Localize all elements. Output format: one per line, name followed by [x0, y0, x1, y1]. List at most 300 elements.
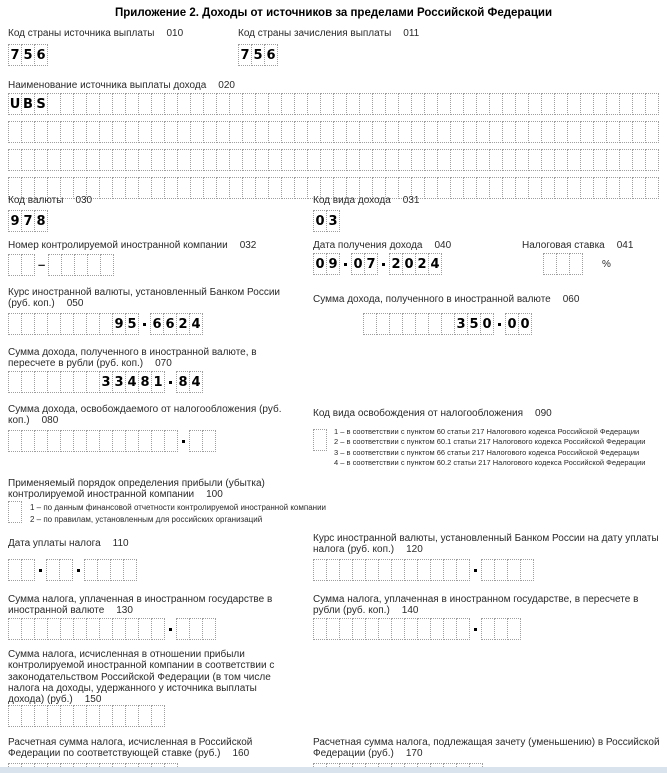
- digit-cell[interactable]: 2: [176, 313, 190, 335]
- digit-cell[interactable]: 3: [454, 313, 468, 335]
- digit-cell[interactable]: [515, 121, 529, 143]
- digit-cell[interactable]: [112, 705, 126, 727]
- cell-group[interactable]: [48, 254, 114, 276]
- digit-cell[interactable]: [125, 430, 139, 452]
- digit-cell[interactable]: [60, 618, 74, 640]
- digit-cell[interactable]: [60, 430, 74, 452]
- digit-cell[interactable]: [73, 430, 87, 452]
- digit-cell[interactable]: 7: [238, 44, 252, 66]
- digit-cell[interactable]: 4: [125, 371, 139, 393]
- digit-cell[interactable]: [476, 121, 490, 143]
- digit-cell[interactable]: [556, 253, 570, 275]
- cell-group[interactable]: [8, 210, 48, 232]
- digit-cell[interactable]: [242, 149, 256, 171]
- digit-cell[interactable]: [86, 149, 100, 171]
- digit-cell[interactable]: [365, 559, 379, 581]
- cell-group[interactable]: [8, 93, 659, 115]
- digit-cell[interactable]: [417, 618, 431, 640]
- digit-cell[interactable]: [216, 121, 230, 143]
- digit-cell[interactable]: [294, 149, 308, 171]
- digit-cell[interactable]: [99, 313, 113, 335]
- digit-cell[interactable]: [229, 149, 243, 171]
- digit-cell[interactable]: [606, 93, 620, 115]
- digit-cell[interactable]: [502, 93, 516, 115]
- digit-cell[interactable]: [34, 371, 48, 393]
- digit-cell[interactable]: [389, 313, 403, 335]
- digit-cell[interactable]: [543, 253, 557, 275]
- digit-cell[interactable]: [46, 559, 60, 581]
- digit-cell[interactable]: [151, 149, 165, 171]
- field-010-cells[interactable]: [8, 44, 48, 66]
- cell-group[interactable]: [84, 559, 137, 581]
- digit-cell[interactable]: [73, 313, 87, 335]
- digit-cell[interactable]: [281, 177, 295, 199]
- digit-cell[interactable]: [450, 121, 464, 143]
- digit-cell[interactable]: [352, 618, 366, 640]
- digit-cell[interactable]: [177, 149, 191, 171]
- digit-cell[interactable]: 6: [264, 44, 278, 66]
- digit-cell[interactable]: [489, 177, 503, 199]
- digit-cell[interactable]: [619, 149, 633, 171]
- field-100-checkbox-cell[interactable]: [8, 501, 22, 523]
- digit-cell[interactable]: [463, 149, 477, 171]
- digit-cell[interactable]: [411, 149, 425, 171]
- digit-cell[interactable]: [255, 149, 269, 171]
- digit-cell[interactable]: [569, 253, 583, 275]
- digit-cell[interactable]: [580, 121, 594, 143]
- field-040-cells[interactable]: [313, 253, 442, 275]
- digit-cell[interactable]: 1: [151, 371, 165, 393]
- digit-cell[interactable]: [203, 177, 217, 199]
- digit-cell[interactable]: [593, 93, 607, 115]
- digit-cell[interactable]: [190, 121, 204, 143]
- digit-cell[interactable]: [554, 121, 568, 143]
- digit-cell[interactable]: 0: [313, 253, 327, 275]
- cell-group[interactable]: [8, 254, 35, 276]
- digit-cell[interactable]: [164, 121, 178, 143]
- digit-cell[interactable]: 2: [415, 253, 429, 275]
- digit-cell[interactable]: [476, 149, 490, 171]
- digit-cell[interactable]: [346, 121, 360, 143]
- digit-cell[interactable]: [437, 149, 451, 171]
- digit-cell[interactable]: [541, 121, 555, 143]
- digit-cell[interactable]: [47, 618, 61, 640]
- cell-group[interactable]: [8, 371, 165, 393]
- digit-cell[interactable]: [385, 93, 399, 115]
- digit-cell[interactable]: [313, 618, 327, 640]
- field-090-checkbox-cell[interactable]: [313, 429, 327, 451]
- digit-cell[interactable]: [138, 93, 152, 115]
- digit-cell[interactable]: 8: [34, 210, 48, 232]
- digit-cell[interactable]: 5: [21, 44, 35, 66]
- cell-group[interactable]: [8, 501, 22, 523]
- digit-cell[interactable]: [203, 121, 217, 143]
- digit-cell[interactable]: [411, 121, 425, 143]
- digit-cell[interactable]: [47, 371, 61, 393]
- digit-cell[interactable]: [125, 618, 139, 640]
- digit-cell[interactable]: [593, 149, 607, 171]
- digit-cell[interactable]: [580, 93, 594, 115]
- digit-cell[interactable]: [606, 149, 620, 171]
- digit-cell[interactable]: [73, 618, 87, 640]
- digit-cell[interactable]: 6: [34, 44, 48, 66]
- digit-cell[interactable]: [164, 93, 178, 115]
- digit-cell[interactable]: [47, 149, 61, 171]
- digit-cell[interactable]: [229, 177, 243, 199]
- cell-group[interactable]: [313, 429, 327, 451]
- digit-cell[interactable]: [359, 149, 373, 171]
- cell-group[interactable]: [8, 121, 659, 143]
- field-011-cells[interactable]: [238, 44, 278, 66]
- digit-cell[interactable]: [489, 149, 503, 171]
- digit-cell[interactable]: [541, 93, 555, 115]
- cell-group[interactable]: [481, 618, 521, 640]
- digit-cell[interactable]: 9: [8, 210, 22, 232]
- digit-cell[interactable]: [73, 93, 87, 115]
- digit-cell[interactable]: [398, 93, 412, 115]
- digit-cell[interactable]: [177, 177, 191, 199]
- field-030-cells[interactable]: [8, 210, 48, 232]
- digit-cell[interactable]: 2: [389, 253, 403, 275]
- cell-group[interactable]: [8, 618, 165, 640]
- digit-cell[interactable]: [164, 430, 178, 452]
- digit-cell[interactable]: [99, 149, 113, 171]
- digit-cell[interactable]: [99, 121, 113, 143]
- digit-cell[interactable]: [437, 177, 451, 199]
- digit-cell[interactable]: [164, 177, 178, 199]
- digit-cell[interactable]: [112, 618, 126, 640]
- digit-cell[interactable]: [307, 149, 321, 171]
- digit-cell[interactable]: [632, 121, 646, 143]
- digit-cell[interactable]: [363, 313, 377, 335]
- digit-cell[interactable]: [281, 149, 295, 171]
- digit-cell[interactable]: [189, 430, 203, 452]
- digit-cell[interactable]: [216, 93, 230, 115]
- digit-cell[interactable]: [60, 93, 74, 115]
- digit-cell[interactable]: [346, 93, 360, 115]
- digit-cell[interactable]: [202, 618, 216, 640]
- digit-cell[interactable]: [34, 313, 48, 335]
- digit-cell[interactable]: [567, 149, 581, 171]
- digit-cell[interactable]: [255, 177, 269, 199]
- digit-cell[interactable]: [125, 177, 139, 199]
- digit-cell[interactable]: [97, 559, 111, 581]
- digit-cell[interactable]: [450, 93, 464, 115]
- digit-cell[interactable]: [456, 618, 470, 640]
- digit-cell[interactable]: [476, 177, 490, 199]
- digit-cell[interactable]: 5: [251, 44, 265, 66]
- digit-cell[interactable]: [47, 313, 61, 335]
- digit-cell[interactable]: [255, 93, 269, 115]
- digit-cell[interactable]: [645, 121, 659, 143]
- digit-cell[interactable]: [177, 121, 191, 143]
- digit-cell[interactable]: [86, 618, 100, 640]
- digit-cell[interactable]: [320, 149, 334, 171]
- digit-cell[interactable]: [645, 93, 659, 115]
- digit-cell[interactable]: [47, 93, 61, 115]
- digit-cell[interactable]: [632, 177, 646, 199]
- digit-cell[interactable]: [151, 705, 165, 727]
- digit-cell[interactable]: [385, 149, 399, 171]
- digit-cell[interactable]: [242, 177, 256, 199]
- digit-cell[interactable]: 6: [163, 313, 177, 335]
- digit-cell[interactable]: [307, 93, 321, 115]
- digit-cell[interactable]: 4: [189, 313, 203, 335]
- digit-cell[interactable]: [47, 121, 61, 143]
- field-020-cells-row1[interactable]: [8, 93, 659, 115]
- digit-cell[interactable]: [60, 149, 74, 171]
- digit-cell[interactable]: [372, 121, 386, 143]
- digit-cell[interactable]: [34, 618, 48, 640]
- digit-cell[interactable]: [430, 618, 444, 640]
- digit-cell[interactable]: [60, 121, 74, 143]
- digit-cell[interactable]: [593, 121, 607, 143]
- digit-cell[interactable]: [86, 705, 100, 727]
- digit-cell[interactable]: [190, 177, 204, 199]
- digit-cell[interactable]: [112, 93, 126, 115]
- digit-cell[interactable]: [125, 121, 139, 143]
- digit-cell[interactable]: [190, 93, 204, 115]
- digit-cell[interactable]: 0: [480, 313, 494, 335]
- digit-cell[interactable]: [567, 121, 581, 143]
- field-080-cells[interactable]: [8, 430, 216, 452]
- cell-group[interactable]: [389, 253, 442, 275]
- digit-cell[interactable]: [86, 93, 100, 115]
- digit-cell[interactable]: [73, 705, 87, 727]
- digit-cell[interactable]: [125, 93, 139, 115]
- digit-cell[interactable]: [8, 705, 22, 727]
- digit-cell[interactable]: [21, 121, 35, 143]
- digit-cell[interactable]: [402, 313, 416, 335]
- digit-cell[interactable]: [378, 559, 392, 581]
- digit-cell[interactable]: [320, 93, 334, 115]
- digit-cell[interactable]: [333, 121, 347, 143]
- digit-cell[interactable]: 3: [112, 371, 126, 393]
- digit-cell[interactable]: [346, 149, 360, 171]
- digit-cell[interactable]: [450, 177, 464, 199]
- digit-cell[interactable]: [87, 254, 101, 276]
- digit-cell[interactable]: [112, 149, 126, 171]
- digit-cell[interactable]: [60, 371, 74, 393]
- digit-cell[interactable]: [242, 93, 256, 115]
- digit-cell[interactable]: 7: [8, 44, 22, 66]
- digit-cell[interactable]: [507, 559, 521, 581]
- field-020-cells-row2[interactable]: [8, 121, 659, 143]
- digit-cell[interactable]: [216, 149, 230, 171]
- cell-group[interactable]: [313, 559, 470, 581]
- digit-cell[interactable]: [190, 149, 204, 171]
- digit-cell[interactable]: [404, 559, 418, 581]
- digit-cell[interactable]: [437, 121, 451, 143]
- digit-cell[interactable]: [313, 559, 327, 581]
- digit-cell[interactable]: [21, 430, 35, 452]
- digit-cell[interactable]: [61, 254, 75, 276]
- digit-cell[interactable]: S: [34, 93, 48, 115]
- digit-cell[interactable]: [619, 93, 633, 115]
- digit-cell[interactable]: [112, 177, 126, 199]
- field-150-cells[interactable]: [8, 705, 165, 727]
- digit-cell[interactable]: [21, 149, 35, 171]
- digit-cell[interactable]: [177, 93, 191, 115]
- digit-cell[interactable]: [424, 121, 438, 143]
- digit-cell[interactable]: [476, 93, 490, 115]
- cell-group[interactable]: [505, 313, 532, 335]
- digit-cell[interactable]: [202, 430, 216, 452]
- digit-cell[interactable]: [151, 618, 165, 640]
- cell-group[interactable]: [351, 253, 378, 275]
- digit-cell[interactable]: [229, 93, 243, 115]
- digit-cell[interactable]: [398, 121, 412, 143]
- digit-cell[interactable]: [372, 93, 386, 115]
- digit-cell[interactable]: [125, 149, 139, 171]
- digit-cell[interactable]: [203, 149, 217, 171]
- digit-cell[interactable]: [489, 121, 503, 143]
- digit-cell[interactable]: [333, 93, 347, 115]
- digit-cell[interactable]: [494, 559, 508, 581]
- digit-cell[interactable]: [73, 371, 87, 393]
- digit-cell[interactable]: 0: [402, 253, 416, 275]
- digit-cell[interactable]: [567, 93, 581, 115]
- digit-cell[interactable]: [281, 121, 295, 143]
- field-140-cells[interactable]: [313, 618, 521, 640]
- digit-cell[interactable]: [60, 313, 74, 335]
- digit-cell[interactable]: [593, 177, 607, 199]
- digit-cell[interactable]: [606, 121, 620, 143]
- cell-group[interactable]: [150, 313, 203, 335]
- digit-cell[interactable]: [502, 149, 516, 171]
- digit-cell[interactable]: [138, 149, 152, 171]
- digit-cell[interactable]: [443, 559, 457, 581]
- digit-cell[interactable]: 6: [150, 313, 164, 335]
- digit-cell[interactable]: [229, 121, 243, 143]
- digit-cell[interactable]: [268, 149, 282, 171]
- digit-cell[interactable]: [417, 559, 431, 581]
- digit-cell[interactable]: [443, 618, 457, 640]
- cell-group[interactable]: [481, 559, 534, 581]
- cell-group[interactable]: [176, 618, 216, 640]
- digit-cell[interactable]: [645, 177, 659, 199]
- digit-cell[interactable]: [203, 93, 217, 115]
- digit-cell[interactable]: [424, 149, 438, 171]
- digit-cell[interactable]: [138, 618, 152, 640]
- digit-cell[interactable]: [428, 313, 442, 335]
- digit-cell[interactable]: [8, 618, 22, 640]
- digit-cell[interactable]: [164, 149, 178, 171]
- digit-cell[interactable]: [268, 121, 282, 143]
- digit-cell[interactable]: [21, 254, 35, 276]
- digit-cell[interactable]: 0: [505, 313, 519, 335]
- digit-cell[interactable]: [528, 93, 542, 115]
- digit-cell[interactable]: [619, 177, 633, 199]
- digit-cell[interactable]: [294, 121, 308, 143]
- digit-cell[interactable]: [528, 149, 542, 171]
- digit-cell[interactable]: B: [21, 93, 35, 115]
- digit-cell[interactable]: [424, 177, 438, 199]
- digit-cell[interactable]: [21, 313, 35, 335]
- digit-cell[interactable]: [502, 177, 516, 199]
- digit-cell[interactable]: [112, 430, 126, 452]
- cell-group[interactable]: [176, 371, 203, 393]
- digit-cell[interactable]: [21, 705, 35, 727]
- digit-cell[interactable]: [541, 177, 555, 199]
- field-050-cells[interactable]: [8, 313, 203, 335]
- digit-cell[interactable]: [619, 121, 633, 143]
- digit-cell[interactable]: [313, 429, 327, 451]
- digit-cell[interactable]: [456, 559, 470, 581]
- field-060-cells[interactable]: [363, 313, 532, 335]
- digit-cell[interactable]: [645, 149, 659, 171]
- digit-cell[interactable]: 4: [189, 371, 203, 393]
- digit-cell[interactable]: [404, 618, 418, 640]
- digit-cell[interactable]: [507, 618, 521, 640]
- digit-cell[interactable]: [437, 93, 451, 115]
- digit-cell[interactable]: [138, 177, 152, 199]
- digit-cell[interactable]: [326, 618, 340, 640]
- digit-cell[interactable]: [268, 93, 282, 115]
- digit-cell[interactable]: 8: [138, 371, 152, 393]
- digit-cell[interactable]: [100, 254, 114, 276]
- field-020-cells-row3[interactable]: [8, 149, 659, 171]
- digit-cell[interactable]: 0: [351, 253, 365, 275]
- digit-cell[interactable]: [86, 313, 100, 335]
- digit-cell[interactable]: [21, 618, 35, 640]
- cell-group[interactable]: [238, 44, 278, 66]
- digit-cell[interactable]: [463, 177, 477, 199]
- digit-cell[interactable]: [242, 121, 256, 143]
- digit-cell[interactable]: 9: [112, 313, 126, 335]
- cell-group[interactable]: [8, 559, 35, 581]
- cell-group[interactable]: [8, 44, 48, 66]
- digit-cell[interactable]: [541, 149, 555, 171]
- digit-cell[interactable]: [99, 93, 113, 115]
- digit-cell[interactable]: [339, 618, 353, 640]
- field-032-cells[interactable]: [8, 254, 114, 276]
- digit-cell[interactable]: [463, 121, 477, 143]
- field-031-cells[interactable]: [313, 210, 340, 232]
- digit-cell[interactable]: 7: [21, 210, 35, 232]
- digit-cell[interactable]: [112, 121, 126, 143]
- digit-cell[interactable]: [294, 177, 308, 199]
- digit-cell[interactable]: [176, 618, 190, 640]
- digit-cell[interactable]: [385, 121, 399, 143]
- digit-cell[interactable]: [359, 121, 373, 143]
- digit-cell[interactable]: [47, 705, 61, 727]
- digit-cell[interactable]: 3: [99, 371, 113, 393]
- digit-cell[interactable]: [84, 559, 98, 581]
- cell-group[interactable]: [8, 705, 165, 727]
- digit-cell[interactable]: [528, 121, 542, 143]
- digit-cell[interactable]: [151, 121, 165, 143]
- field-130-cells[interactable]: [8, 618, 216, 640]
- digit-cell[interactable]: [281, 93, 295, 115]
- digit-cell[interactable]: [554, 93, 568, 115]
- digit-cell[interactable]: [398, 149, 412, 171]
- cell-group[interactable]: [543, 253, 583, 275]
- digit-cell[interactable]: [151, 177, 165, 199]
- digit-cell[interactable]: [189, 618, 203, 640]
- digit-cell[interactable]: [359, 93, 373, 115]
- digit-cell[interactable]: [73, 149, 87, 171]
- digit-cell[interactable]: [255, 121, 269, 143]
- digit-cell[interactable]: [378, 618, 392, 640]
- digit-cell[interactable]: [21, 371, 35, 393]
- digit-cell[interactable]: [520, 559, 534, 581]
- digit-cell[interactable]: [34, 149, 48, 171]
- digit-cell[interactable]: [333, 149, 347, 171]
- digit-cell[interactable]: [411, 93, 425, 115]
- digit-cell[interactable]: [59, 559, 73, 581]
- digit-cell[interactable]: [138, 121, 152, 143]
